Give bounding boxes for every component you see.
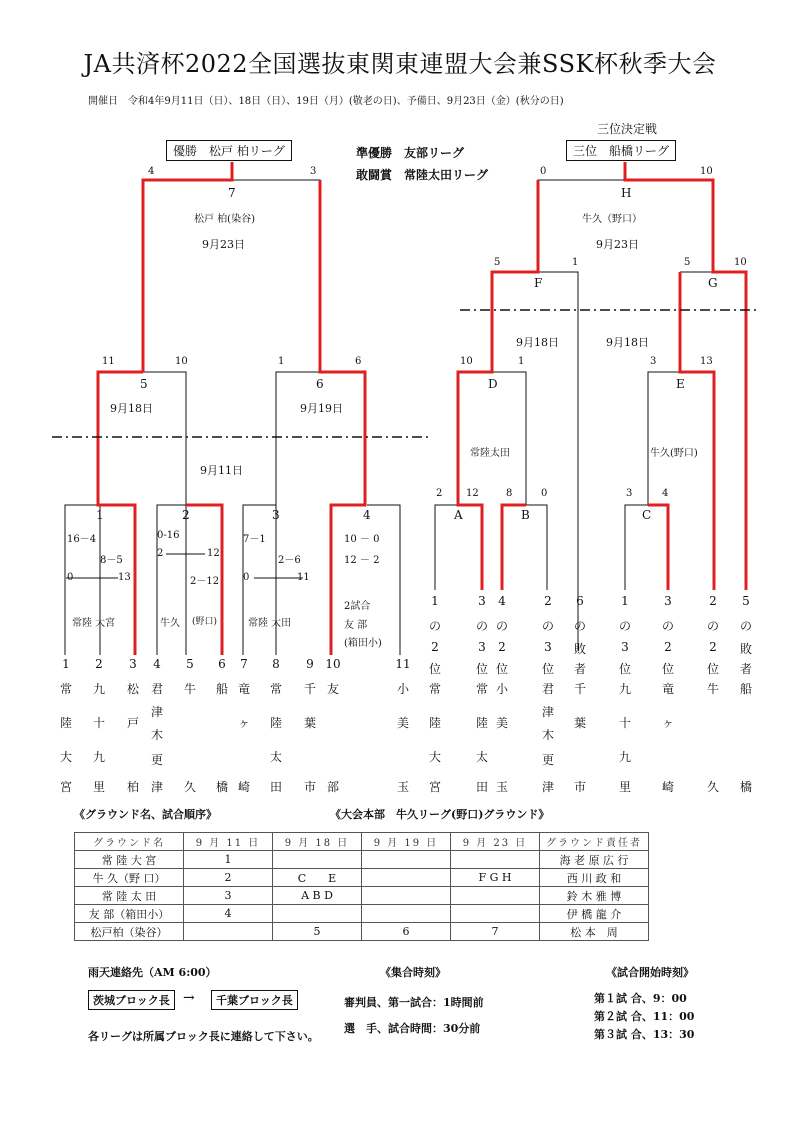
- team-number: 6: [218, 657, 226, 671]
- e-left-score: 3: [650, 356, 657, 367]
- match1-venue: 常陸 大宮: [72, 618, 116, 629]
- b-left-score: 8: [506, 488, 513, 499]
- th-0919: 9 月 19 日: [362, 833, 451, 851]
- cell: [362, 905, 451, 923]
- table-row: [75, 923, 649, 941]
- cell: [362, 869, 451, 887]
- seed-label-char: 6: [576, 594, 584, 608]
- seed-label-char: 位: [428, 662, 441, 676]
- seed-label-char: 3: [621, 640, 629, 654]
- d-date: 9月18日: [516, 336, 559, 349]
- cell: 7: [451, 923, 540, 941]
- seed-label-char: 2: [709, 640, 717, 654]
- seed-label-char: 敗: [739, 642, 752, 656]
- seed-name-char: 橋: [739, 780, 752, 794]
- semi6-date: 9月19日: [300, 402, 343, 415]
- seed-name-char: 田: [475, 780, 488, 794]
- match2-score1: 0-16: [157, 530, 180, 541]
- team-name-char: 松: [126, 682, 139, 696]
- cell: 常 陸 大 宮: [75, 851, 184, 869]
- team-name-char: 九: [92, 750, 105, 764]
- seed-label-char: 3: [478, 640, 486, 654]
- team-name-char: 友: [326, 682, 339, 696]
- match1-score3a: 0: [67, 572, 74, 583]
- match4-score1: 10 － 0: [344, 534, 380, 545]
- seed-name-char: 葉: [573, 716, 586, 730]
- team-name-char: 常: [269, 682, 282, 696]
- team-name-char: 陸: [269, 716, 282, 730]
- cell: 松戸柏（染谷）: [75, 923, 184, 941]
- match4-games: 2試合: [344, 601, 371, 612]
- match3-score1: 7－1: [243, 534, 266, 545]
- team-name-char: 柏: [126, 780, 139, 794]
- seed-label-char: の: [475, 619, 488, 633]
- seed-name-char: 崎: [661, 780, 674, 794]
- match1-score2: 8－5: [100, 555, 123, 566]
- runner-up: 準優勝 友部リーグ: [356, 146, 465, 160]
- final-right-score: 3: [310, 166, 317, 177]
- seed-label-char: の: [618, 619, 631, 633]
- team-name-char: 君: [150, 682, 163, 696]
- match4-venue-sub: (箱田小): [344, 638, 382, 649]
- cell: 友 部（箱田小）: [75, 905, 184, 923]
- th-0918: 9 月 18 日: [273, 833, 362, 851]
- seed-name-char: 津: [541, 780, 554, 794]
- table-row: [75, 887, 649, 905]
- team-name-char: 津: [150, 780, 163, 794]
- team-name-char: 市: [303, 780, 316, 794]
- seed-name-char: 十: [618, 716, 631, 730]
- team-name-char: 戸: [126, 716, 139, 730]
- match4-venue: 友 部: [344, 620, 368, 631]
- seed-name-char: 竜: [661, 682, 674, 696]
- match2-id: 2: [182, 508, 190, 522]
- cell: [184, 923, 273, 941]
- team-name-char: 常: [59, 682, 72, 696]
- cell: 西 川 政 和: [540, 869, 649, 887]
- seed-label-char: 3: [544, 640, 552, 654]
- cell: [451, 905, 540, 923]
- seed-label-char: の: [541, 619, 554, 633]
- cell: 3: [184, 887, 273, 905]
- seed-name-char: 牛: [706, 682, 719, 696]
- dates-line: 開催日 令和4年9月11日（日）、18日（日）、19日（月）(敬老の日)、予備日、9月23日（金）(秋分の日): [88, 96, 564, 107]
- team-name-char: 宮: [59, 780, 72, 794]
- seed-label-char: 5: [742, 594, 750, 608]
- team-name-char: 橋: [215, 780, 228, 794]
- team-name-char: 牛: [183, 682, 196, 696]
- seed-label-char: 敗: [573, 642, 586, 656]
- h-left-score: 0: [540, 166, 547, 177]
- start-time-title: 《試合開始時刻》: [606, 966, 694, 979]
- e-id: E: [676, 377, 685, 391]
- seed-label-char: 3: [478, 594, 486, 608]
- seed-label-char: 位: [475, 662, 488, 676]
- cell: [362, 851, 451, 869]
- c-left-score: 3: [626, 488, 633, 499]
- team-number: 9: [306, 657, 314, 671]
- seed-label-char: 位: [661, 662, 674, 676]
- d-left-score: 10: [460, 356, 473, 367]
- seed-label-char: 位: [618, 662, 631, 676]
- d-venue: 常陸太田: [470, 448, 510, 459]
- th-0923: 9 月 23 日: [451, 833, 540, 851]
- seed-label-char: 者: [573, 662, 586, 676]
- seed-name-char: 玉: [495, 780, 508, 794]
- cell: 伊 橋 龍 介: [540, 905, 649, 923]
- match3-venue: 常陸 太田: [248, 618, 292, 629]
- match2-venue-sub: (野口): [192, 617, 218, 627]
- e-right-score: 13: [700, 356, 713, 367]
- ground-section-title: 《グラウンド名、試合順序》: [74, 808, 217, 821]
- arrow-right-icon: →: [183, 990, 195, 1006]
- semi6-id: 6: [316, 377, 324, 391]
- hq-section-title: 《大会本部 牛久リーグ(野口)グラウンド》: [330, 808, 550, 821]
- seed-label-char: の: [428, 619, 441, 633]
- g-left-score: 5: [684, 257, 691, 268]
- seed-name-char: 久: [706, 780, 719, 794]
- team-number: 7: [240, 657, 248, 671]
- b-id: B: [521, 508, 530, 522]
- cell: 常 陸 太 田: [75, 887, 184, 905]
- seed-name-char: 陸: [475, 716, 488, 730]
- h-date: 9月23日: [596, 238, 639, 251]
- seed-label-char: の: [739, 619, 752, 633]
- cell: F G H: [451, 869, 540, 887]
- seed-label-char: 1: [431, 594, 439, 608]
- team-name-char: 久: [183, 780, 196, 794]
- team-name-char: 船: [215, 682, 228, 696]
- match2-score2b: 12: [207, 548, 220, 559]
- team-number: 10: [325, 657, 341, 671]
- d-right-score: 1: [518, 356, 525, 367]
- semi5-id: 5: [140, 377, 148, 391]
- team-number: 2: [95, 657, 103, 671]
- team-name-char: 美: [396, 716, 409, 730]
- seed-name-char: 津: [541, 705, 554, 719]
- seed-name-char: ヶ: [661, 716, 674, 730]
- team-number: 4: [153, 657, 161, 671]
- team-number: 5: [186, 657, 194, 671]
- c-right-score: 4: [662, 488, 669, 499]
- th-0911: 9 月 11 日: [184, 833, 273, 851]
- team-name-char: 九: [92, 682, 105, 696]
- match1-id: 1: [96, 508, 104, 522]
- cell: A B D: [273, 887, 362, 905]
- match2-score3: 2－12: [190, 576, 220, 587]
- team-name-char: 竜: [237, 682, 250, 696]
- ground-table-header: [75, 833, 649, 851]
- final-left-score: 4: [148, 166, 155, 177]
- final-id: 7: [228, 186, 236, 200]
- match3-score2: 2－6: [278, 555, 301, 566]
- seed-label-char: の: [573, 619, 586, 633]
- cell: 2: [184, 869, 273, 887]
- team-name-char: 十: [92, 716, 105, 730]
- start-time-1: 第１試 合、9：00: [594, 992, 687, 1005]
- seed-label-char: の: [495, 619, 508, 633]
- assembly-title: 《集合時刻》: [380, 966, 446, 979]
- seed-name-char: 常: [475, 682, 488, 696]
- a-right-score: 12: [466, 488, 479, 499]
- cell: 4: [184, 905, 273, 923]
- f-left-score: 5: [494, 257, 501, 268]
- th-ground: グラウンド名: [75, 833, 184, 851]
- table-row: [75, 851, 649, 869]
- chiba-block-chief: 千葉ブロック長: [211, 990, 298, 1010]
- seed-label-char: の: [706, 619, 719, 633]
- g-right-score: 10: [734, 257, 747, 268]
- h-venue: 牛久（野口）: [582, 214, 642, 225]
- seed-name-char: 九: [618, 750, 631, 764]
- match2-venue: 牛久: [160, 618, 180, 629]
- semi6-right-score: 6: [355, 356, 362, 367]
- team-name-char: 玉: [396, 780, 409, 794]
- semi5-right-score: 10: [175, 356, 188, 367]
- seed-name-char: 木: [541, 728, 554, 742]
- a-left-score: 2: [436, 488, 443, 499]
- cell: 5: [273, 923, 362, 941]
- match3-score3b: 11: [297, 572, 310, 583]
- th-manager: グラウンド責任者: [540, 833, 649, 851]
- seed-name-char: 君: [541, 682, 554, 696]
- seed-name-char: 大: [428, 750, 441, 764]
- cell: [451, 851, 540, 869]
- cell: 6: [362, 923, 451, 941]
- match4-id: 4: [363, 508, 371, 522]
- semi6-left-score: 1: [278, 356, 285, 367]
- d-id: D: [488, 377, 498, 391]
- seed-name-char: 市: [573, 780, 586, 794]
- third-place-title: 三位決定戦: [597, 122, 658, 136]
- seed-label-char: 3: [664, 594, 672, 608]
- team-name-char: 木: [150, 728, 163, 742]
- seed-label-char: 位: [541, 662, 554, 676]
- table-row: [75, 869, 649, 887]
- match3-id: 3: [272, 508, 280, 522]
- seed-label-char: 2: [664, 640, 672, 654]
- seed-name-char: 陸: [428, 716, 441, 730]
- seed-label-char: 1: [621, 594, 629, 608]
- team-name-char: 千: [303, 682, 316, 696]
- match4-score2: 12 － 2: [344, 555, 380, 566]
- f-id: F: [534, 276, 543, 290]
- seed-label-char: 2: [709, 594, 717, 608]
- seed-name-char: 九: [618, 682, 631, 696]
- cell: 牛 久（野 口）: [75, 869, 184, 887]
- team-name-char: 陸: [59, 716, 72, 730]
- seed-name-char: 千: [573, 682, 586, 696]
- match1-score1: 16－4: [67, 534, 97, 545]
- seed-name-char: 美: [495, 716, 508, 730]
- match1-score3b: 13: [118, 572, 131, 583]
- team-name-char: 里: [92, 780, 105, 794]
- team-name-char: 部: [326, 780, 339, 794]
- team-name-char: ヶ: [237, 716, 250, 730]
- start-time-2: 第２試 合、11：00: [594, 1010, 695, 1023]
- team-number: 1: [62, 657, 70, 671]
- contact-note: 各リーグは所属ブロック長に連絡して下さい。: [88, 1030, 319, 1043]
- seed-label-char: 位: [706, 662, 719, 676]
- team-name-char: 崎: [237, 780, 250, 794]
- team-name-char: 葉: [303, 716, 316, 730]
- g-id: G: [708, 276, 718, 290]
- cell: 鈴 木 雅 博: [540, 887, 649, 905]
- team-name-char: 津: [150, 705, 163, 719]
- team-number: 8: [272, 657, 280, 671]
- seed-label-char: 2: [498, 640, 506, 654]
- team-name-char: 更: [150, 753, 163, 767]
- cell: 松 本 周: [540, 923, 649, 941]
- seed-name-char: 宮: [428, 780, 441, 794]
- seed-name-char: 小: [495, 682, 508, 696]
- match3-score3a: 0: [243, 572, 250, 583]
- team-name-char: 小: [396, 682, 409, 696]
- team-name-char: 太: [269, 750, 282, 764]
- third-place-box: 三位 船橋リーグ: [566, 140, 676, 161]
- cell: [451, 887, 540, 905]
- h-id: H: [621, 186, 632, 200]
- cell: [273, 905, 362, 923]
- rain-contact: 雨天連絡先（AM 6:00）: [88, 966, 217, 979]
- a-id: A: [454, 508, 463, 522]
- ibaraki-block-chief: 茨城ブロック長: [88, 990, 175, 1010]
- page-title: JA共済杯2022全国選抜東関東連盟大会兼SSK杯秋季大会: [83, 50, 717, 78]
- seed-label-char: 者: [739, 662, 752, 676]
- seed-label-char: 2: [544, 594, 552, 608]
- start-time-3: 第３試 合、13：30: [594, 1028, 695, 1041]
- team-number: 3: [129, 657, 137, 671]
- seed-label-char: 2: [431, 640, 439, 654]
- cell: [273, 851, 362, 869]
- final-venue: 松戸 柏(染谷): [194, 214, 255, 225]
- team-number: 11: [395, 657, 411, 671]
- seed-name-char: 更: [541, 753, 554, 767]
- seed-label-char: 位: [495, 662, 508, 676]
- date-separators: [52, 310, 760, 437]
- round1-date: 9月11日: [200, 464, 243, 477]
- cell: 海 老 原 広 行: [540, 851, 649, 869]
- b-right-score: 0: [541, 488, 548, 499]
- cell: 1: [184, 851, 273, 869]
- assembly-referee: 審判員、第一試合：1時間前: [344, 996, 484, 1009]
- e-venue: 牛久(野口): [650, 448, 698, 459]
- ground-table: [74, 832, 649, 941]
- semi5-left-score: 11: [102, 356, 115, 367]
- seed-label-char: の: [661, 619, 674, 633]
- team-name-char: 田: [269, 780, 282, 794]
- c-id: C: [642, 508, 652, 522]
- cell: C E: [273, 869, 362, 887]
- match2-score2a: 2: [157, 548, 164, 559]
- champion-box: 優勝 松戸 柏リーグ: [166, 140, 292, 161]
- seed-label-char: 4: [498, 594, 506, 608]
- assembly-players: 選 手、試合時間：30分前: [344, 1022, 481, 1035]
- seed-name-char: 船: [739, 682, 752, 696]
- cell: [362, 887, 451, 905]
- e-date: 9月18日: [606, 336, 649, 349]
- h-right-score: 10: [700, 166, 713, 177]
- semi5-date: 9月18日: [110, 402, 153, 415]
- fighting-spirit-award: 敢闘賞 常陸太田リーグ: [356, 168, 489, 182]
- table-row: [75, 905, 649, 923]
- f-right-score: 1: [572, 257, 579, 268]
- final-date: 9月23日: [202, 238, 245, 251]
- team-name-char: 大: [59, 750, 72, 764]
- seed-name-char: 常: [428, 682, 441, 696]
- seed-name-char: 里: [618, 780, 631, 794]
- seed-name-char: 太: [475, 750, 488, 764]
